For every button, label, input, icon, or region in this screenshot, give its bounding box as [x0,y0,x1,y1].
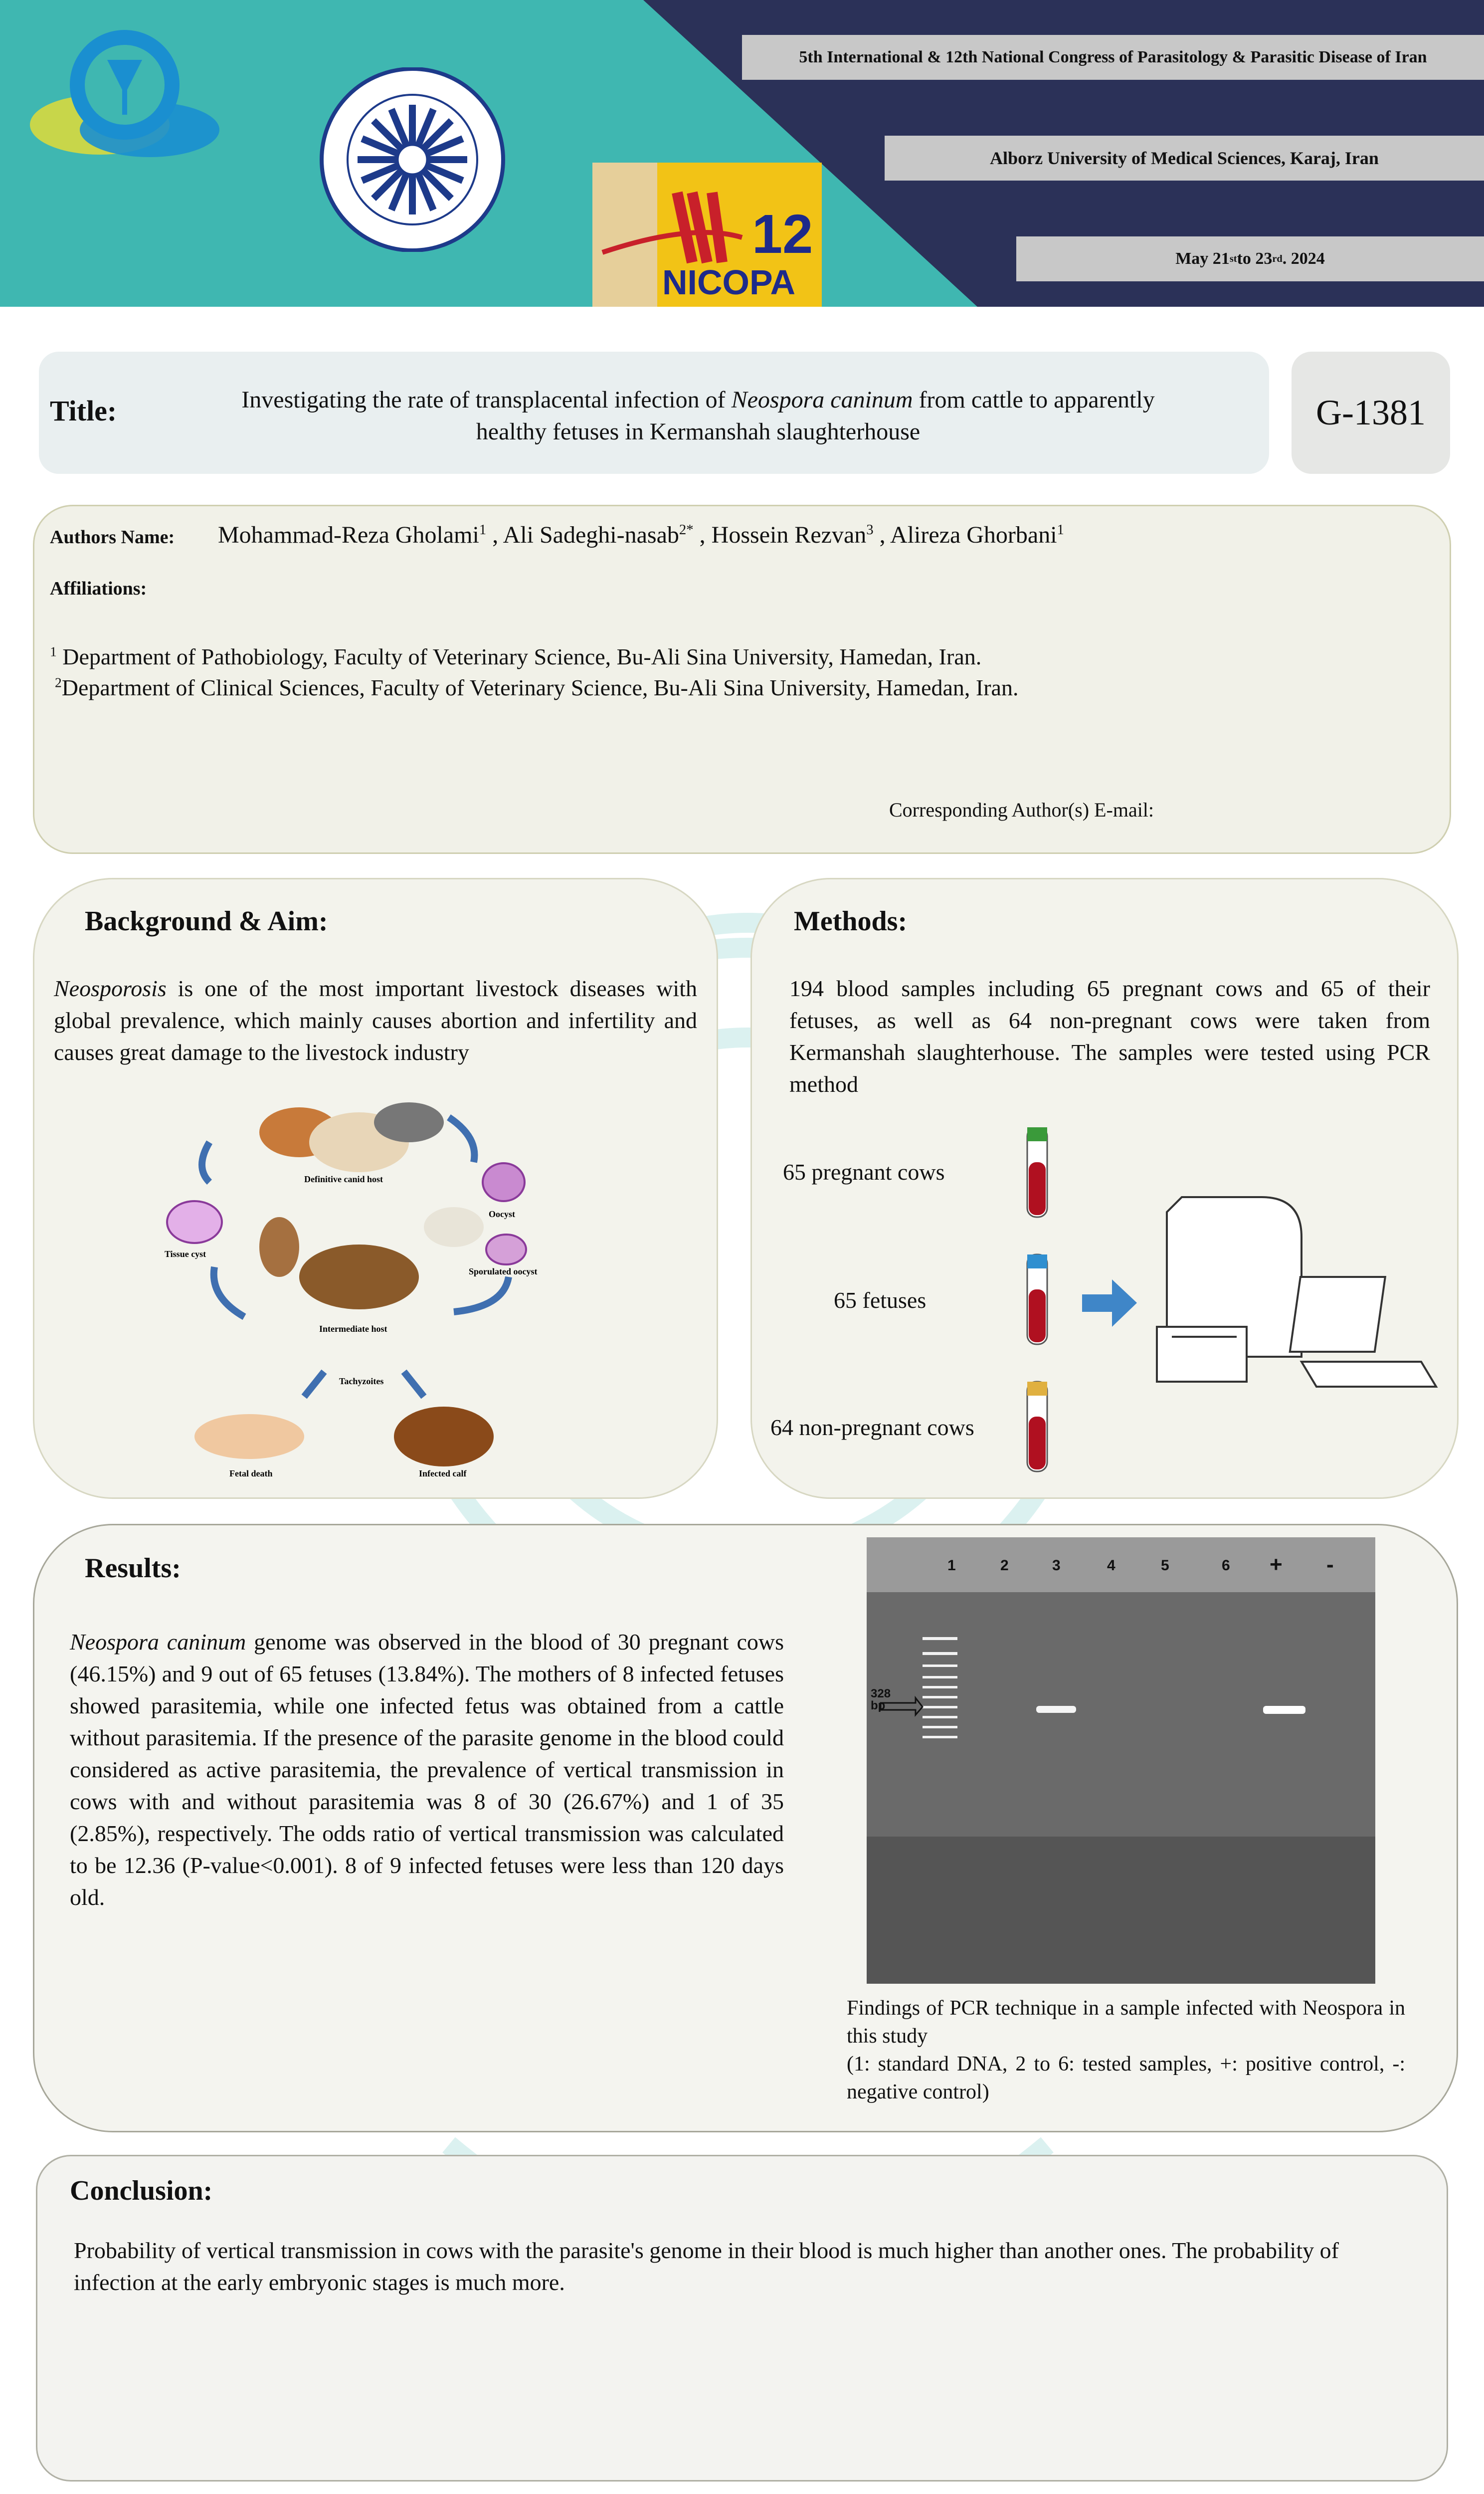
blood-tube-icon [1027,1254,1047,1344]
authors-list [218,521,1064,549]
author-name: , Hossein Rezvan [693,522,867,548]
results-title: Results: [85,1553,181,1584]
congress-logo-icon [25,15,224,180]
laptop-icon [1290,1277,1436,1387]
arrow-right-icon [1082,1279,1137,1327]
results-text [70,1626,784,1913]
results-species: Neospora caninum [70,1629,246,1655]
affiliations-label: Affiliations: [50,578,147,599]
cycle-arrow-icon [214,1267,244,1317]
caption-line: Findings of PCR technique in a sample infected with Neospora in this study [847,1997,1405,2048]
lane-label: + [1270,1552,1283,1577]
affil-sup: 2 [55,674,62,690]
congress-name-bar: 5th International & 12th National Congress of Parasitology & Parasitic Disease of Iran [742,35,1484,80]
tissue-cyst-icon [167,1201,222,1243]
lane-label: - [1326,1552,1334,1577]
canid-hosts-icon [259,1102,444,1172]
sample-band [1036,1706,1076,1713]
poster-title [175,384,1222,448]
title-label: Title: [50,395,117,427]
authors-label: Authors Name: [50,527,175,548]
background-text [54,973,697,1068]
lane-label: 2 [1000,1557,1009,1574]
date-part: . 2024 [1282,249,1325,268]
poster-code: G-1381 [1292,352,1450,474]
pcr-machine-icon [1157,1197,1301,1382]
date-sup: rd [1272,253,1283,264]
cycle-arrow-icon [454,1277,509,1312]
author-sup: 2* [679,522,694,538]
header-banner [0,0,1484,307]
affil-sup: 1 [50,643,57,659]
cycle-arrow-icon [202,1142,209,1182]
label-tachyzoites: Tachyzoites [339,1376,384,1386]
conclusion-text: Probability of vertical transmission in cows with the parasite's genome in their blood is much higher than another ones. The probability of infection at the early embryonic stages is much more. [74,2238,1339,2295]
methods-title: Methods: [794,906,908,937]
gel-marker-label: 328 bp [871,1687,891,1712]
blood-tube-icon [1027,1382,1047,1471]
infected-calf-icon [394,1407,494,1466]
nicopa-text: NICOPA [662,263,796,302]
conclusion-panel [36,2155,1448,2482]
blood-tube-icon [1027,1127,1047,1217]
author-sup: 1 [479,522,487,538]
title-text-part: from cattle to apparently [913,387,1155,413]
label-tissue: Tissue cyst [165,1249,206,1259]
affiliation-2 [55,674,1018,701]
nicopa-logo [592,163,822,307]
cycle-arrow-icon [449,1117,474,1162]
conclusion-title: Conclusion: [70,2175,213,2206]
label-oocyst: Oocyst [489,1209,515,1219]
sporulated-oocyst-icon [486,1235,526,1264]
methods-text: 194 blood samples including 65 pregnant cows and 65 of their fetuses, as well as 64 non-pregnant cows were taken from Kermanshah slaughterhouse. The samples were tested using PCR method [789,976,1430,1097]
background-title: Background & Aim: [85,906,328,937]
label-intermediate: Intermediate host [319,1324,387,1334]
lane-label: 1 [947,1557,956,1574]
background-term: Neosporosis [54,976,167,1001]
date-part: to 23 [1237,249,1273,268]
sample-label-fetuses: 65 fetuses [834,1287,927,1313]
background-body: is one of the most important livestock diseases with global prevalence, which mainly causes abortion and infertility and causes great damage to the livestock industry [54,976,697,1065]
title-text-part: healthy fetuses in Kermanshah slaughterhouse [476,418,921,445]
title-text-part: Investigating the rate of transplacental infection of [241,387,732,413]
author-sup: 3 [866,522,874,538]
affil-text: Department of Pathobiology, Faculty of Veterinary Science, Bu-Ali Sina University, Hamedan, Iran. [56,644,982,669]
lane-label: 5 [1161,1557,1169,1574]
pcr-gel-image [867,1537,1375,1984]
gel-lane-labels [867,1552,1375,1577]
affiliation-1 [50,643,981,670]
cycle-arrow-icon [404,1372,424,1397]
label-calf: Infected calf [419,1468,467,1478]
author-name: , Alireza Ghorbani [873,522,1057,548]
oocyst-icon [483,1163,525,1201]
nicopa-number: 12 [752,204,813,265]
sample-label-pregnant: 65 pregnant cows [783,1159,945,1185]
sample-label-nonpregnant: 64 non-pregnant cows [770,1415,974,1440]
date-sup: st [1229,253,1237,264]
date-bar [1016,236,1484,281]
label-fetal: Fetal death [229,1468,273,1478]
gel-caption [847,1994,1405,2106]
university-bar: Alborz University of Medical Sciences, Karaj, Iran [885,136,1484,181]
affil-text: Department of Clinical Sciences, Faculty of Veterinary Science, Bu-Ali Sina University, Hamedan, Iran. [61,675,1019,700]
author-name: , Ali Sadeghi-nasab [486,522,679,548]
life-cycle-diagram [150,1077,578,1486]
corresponding-email-label: Corresponding Author(s) E-mail: [889,799,1154,821]
results-body: genome was observed in the blood of 30 pregnant cows (46.15%) and 9 out of 65 fetuses (13.84%). The mothers of 8 infected fetuses showed parasitemia, while one infected fetus was obtained from a cattle without parasitemia. If the presence of the parasite genome in the blood could considered as active parasitemia, the prevalence of vertical transmission in cows with and without parasitemia was 8 of 30 (26.67%) and 1 of 35 (2.85%), respectively. The odds ratio of vertical transmission was calculated to be 12.36 (P-value<0.001). 8 of 9 infected fetuses were less than 120 days old. [70,1629,784,1910]
date-part: May 21 [1175,249,1230,268]
intermediate-host-icon [259,1207,484,1309]
lane-label: 3 [1052,1557,1061,1574]
methods-diagram [1022,1127,1451,1486]
caption-line: (1: standard DNA, 2 to 6: tested samples, +: positive control, -: negative control) [847,2053,1405,2103]
positive-band [1263,1706,1305,1714]
label-definitive: Definitive canid host [304,1174,383,1184]
lane-label: 4 [1107,1557,1115,1574]
lane-label: 6 [1222,1557,1230,1574]
author-name: Mohammad-Reza Gholami [218,522,479,548]
cycle-arrow-icon [304,1372,324,1397]
society-seal-icon [317,67,509,252]
author-sup: 1 [1057,522,1064,538]
fetal-death-icon [194,1414,304,1459]
title-species: Neospora caninum [731,387,913,413]
label-sporulated: Sporulated oocyst [469,1266,538,1276]
